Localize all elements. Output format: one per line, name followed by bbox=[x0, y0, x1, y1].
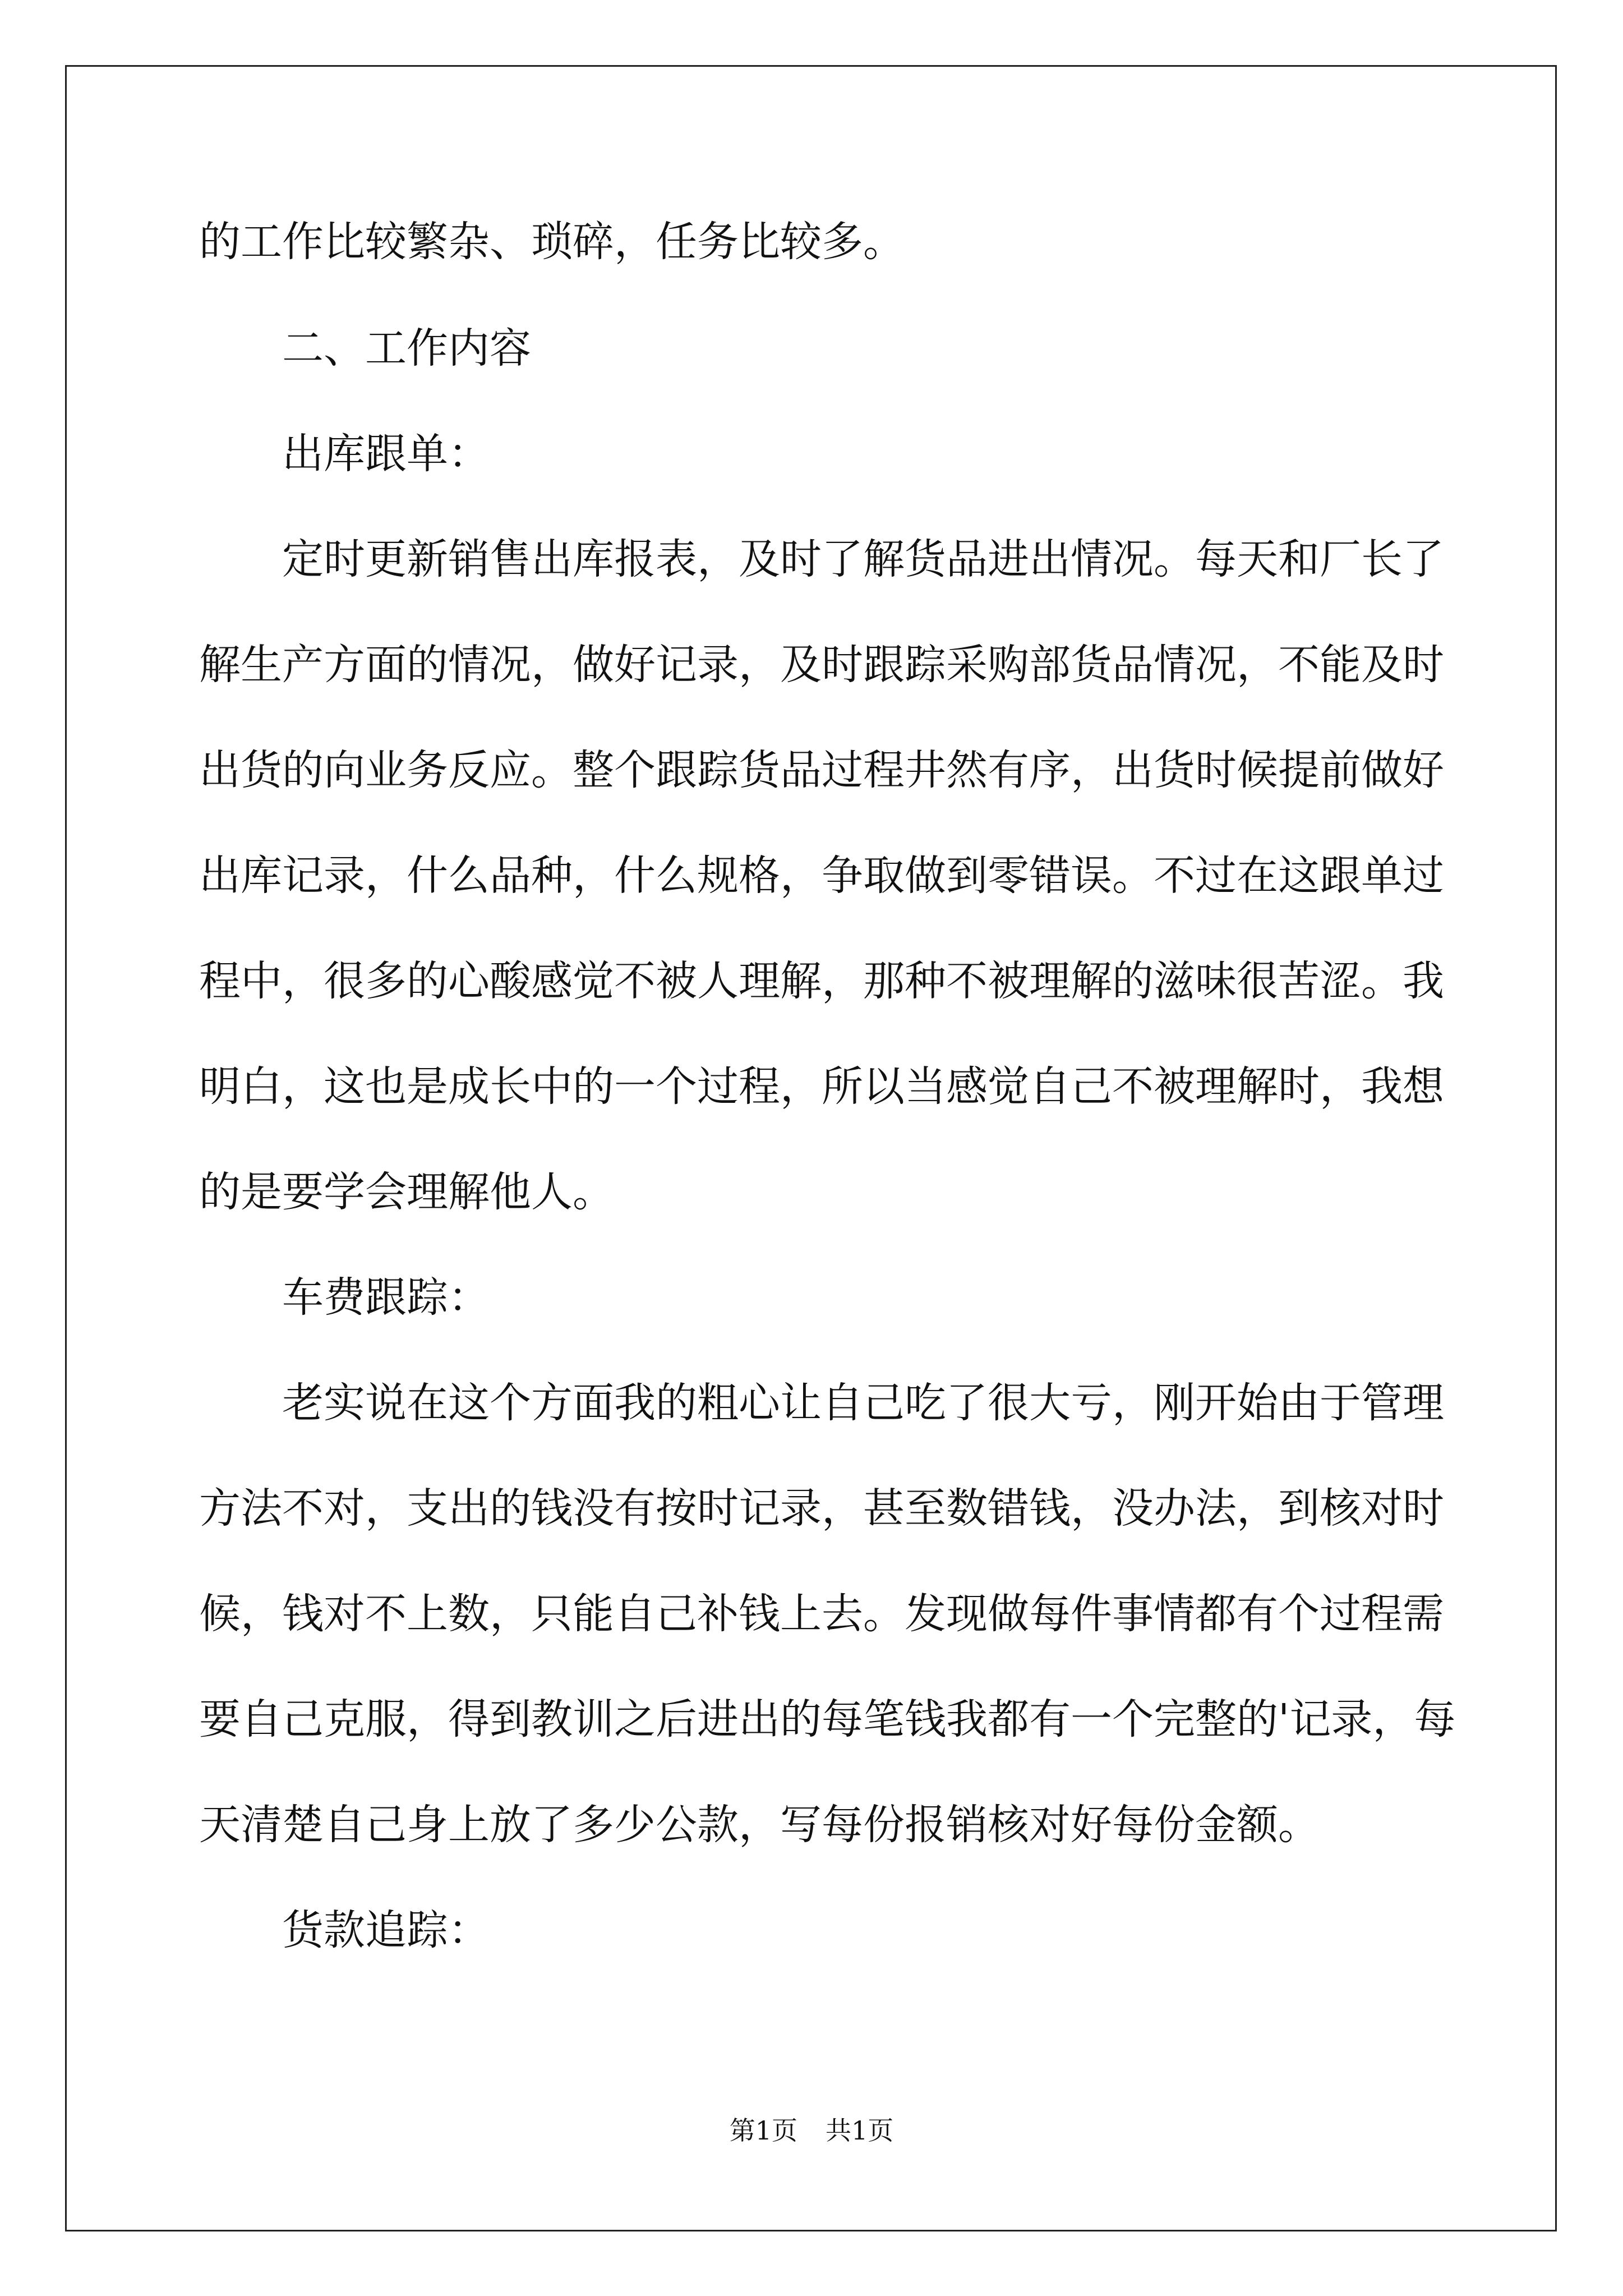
text-line: 的工作比较繁杂、琐碎，任务比较多。 bbox=[199, 218, 905, 266]
subsection-heading: 货款追踪： bbox=[282, 1906, 490, 1954]
text-line: 候，钱对不上数，只能自己补钱上去。发现做每件事情都有个过程需 bbox=[199, 1590, 1444, 1638]
text-line: 天清楚自己身上放了多少公款，写每份报销核对好每份金额。 bbox=[199, 1801, 1320, 1849]
text-line: 程中，很多的心酸感觉不被人理解，那种不被理解的滋味很苦涩。我 bbox=[199, 957, 1444, 1005]
text-line: 老实说在这个方面我的粗心让自己吃了很大亏，刚开始由于管理 bbox=[282, 1379, 1444, 1427]
page-number: 第1页 bbox=[729, 2115, 797, 2146]
text-line: 解生产方面的情况，做好记录，及时跟踪采购部货品情况，不能及时 bbox=[199, 641, 1444, 689]
text-line: 要自己克服，得到教训之后进出的每笔钱我都有一个完整的'记录，每 bbox=[199, 1695, 1456, 1743]
subsection-heading: 车费跟踪： bbox=[282, 1273, 490, 1322]
page-footer bbox=[0, 2114, 1623, 2147]
text-line: 方法不对，支出的钱没有按时记录，甚至数错钱，没办法，到核对时 bbox=[199, 1484, 1444, 1533]
section-heading: 二、工作内容 bbox=[282, 324, 531, 372]
text-line: 出库记录，什么品种，什么规格，争取做到零错误。不过在这跟单过 bbox=[199, 852, 1444, 900]
text-line: 明白，这也是成长中的一个过程，所以当感觉自己不被理解时，我想 bbox=[199, 1062, 1444, 1111]
text-line: 出货的向业务反应。整个跟踪货品过程井然有序，出货时候提前做好 bbox=[199, 746, 1444, 794]
subsection-heading: 出库跟单： bbox=[282, 430, 490, 478]
text-line: 定时更新销售出库报表，及时了解货品进出情况。每天和厂长了 bbox=[282, 535, 1444, 583]
total-pages: 共1页 bbox=[826, 2115, 894, 2146]
text-line: 的是要学会理解他人。 bbox=[199, 1168, 614, 1216]
